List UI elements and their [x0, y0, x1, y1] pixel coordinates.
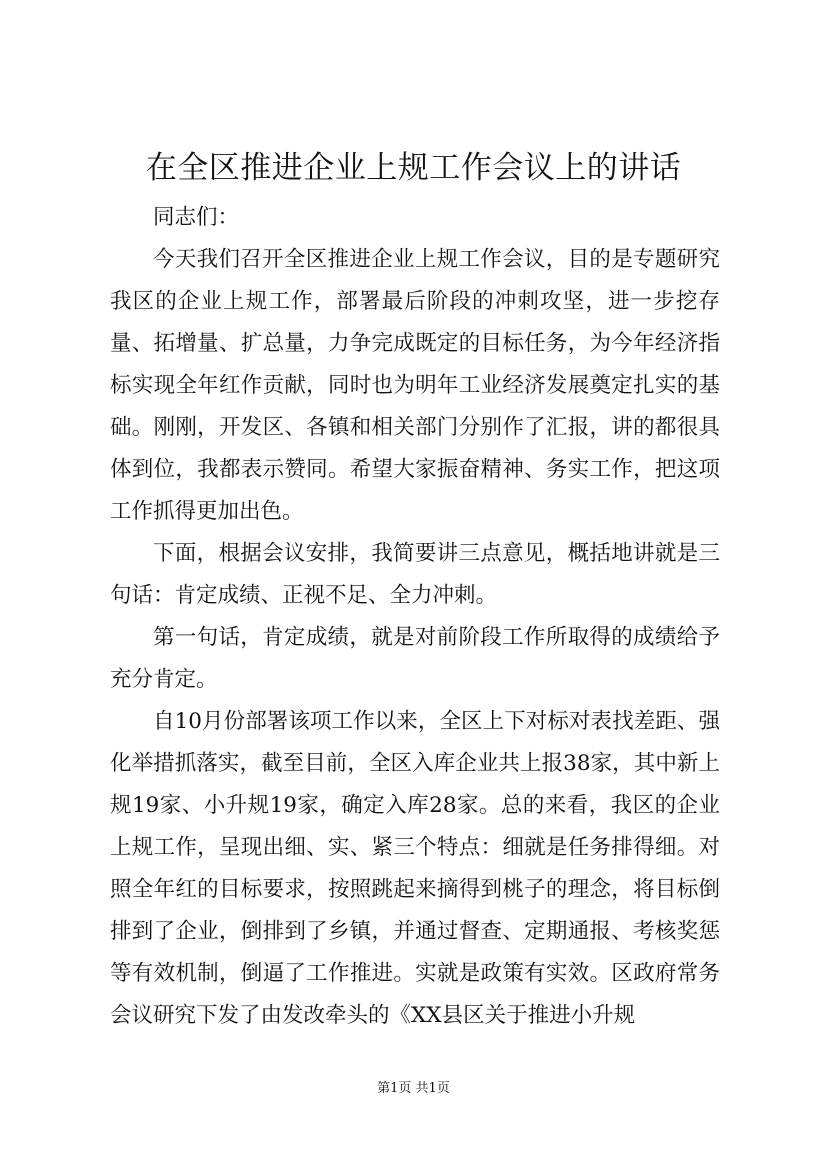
- paragraph-outline: 下面，根据会议安排，我简要讲三点意见，概括地讲就是三句话：肯定成绩、正视不足、全力冲刺。: [110, 541, 720, 608]
- salutation: 同志们：: [153, 205, 240, 230]
- paragraph-opening: 今天我们召开全区推进企业上规工作会议，目的是专题研究我区的企业上规工作，部署最后阶段的冲刺攻坚，进一步挖存量、拓增量、扩总量，力争完成既定的目标任务，为今年经济指标实现全年红作贡献，同时也为明年工业经济发展奠定扎实的基础。刚刚，开发区、各镇和相关部门分别作了汇报，讲的都很具体到位，我都表示赞同。希望大家振奋精神、务实工作，把这项工作抓得更加出色。: [110, 247, 720, 524]
- paragraph-first-point: 第一句话，肯定成绩，就是对前阶段工作所取得的成绩给予充分肯定。: [110, 625, 720, 692]
- page-footer: 第1页 共1页: [377, 1081, 450, 1096]
- paragraph-achievements: 自10月份部署该项工作以来，全区上下对标对表找差距、强化举措抓落实，截至目前，全区入库企业共上报38家，其中新上规19家、小升规19家，确定入库28家。总的来看，我区的企业上规工作，呈现出细、实、紧三个特点：细就是任务排得细。对照全年红的目标要求，按照跳起来摘得到桃子的理念，将目标倒排到了企业，倒排到了乡镇，并通过督查、定期通报、考核奖惩等有效机制，倒逼了工作推进。实就是政策有实效。区政府常务会议研究下发了由发改牵头的《XX县区关于推进小升规: [110, 709, 720, 1028]
- document-body: [110, 197, 720, 1037]
- document-title: 在全区推进企业上规工作会议上的讲话: [145, 150, 682, 186]
